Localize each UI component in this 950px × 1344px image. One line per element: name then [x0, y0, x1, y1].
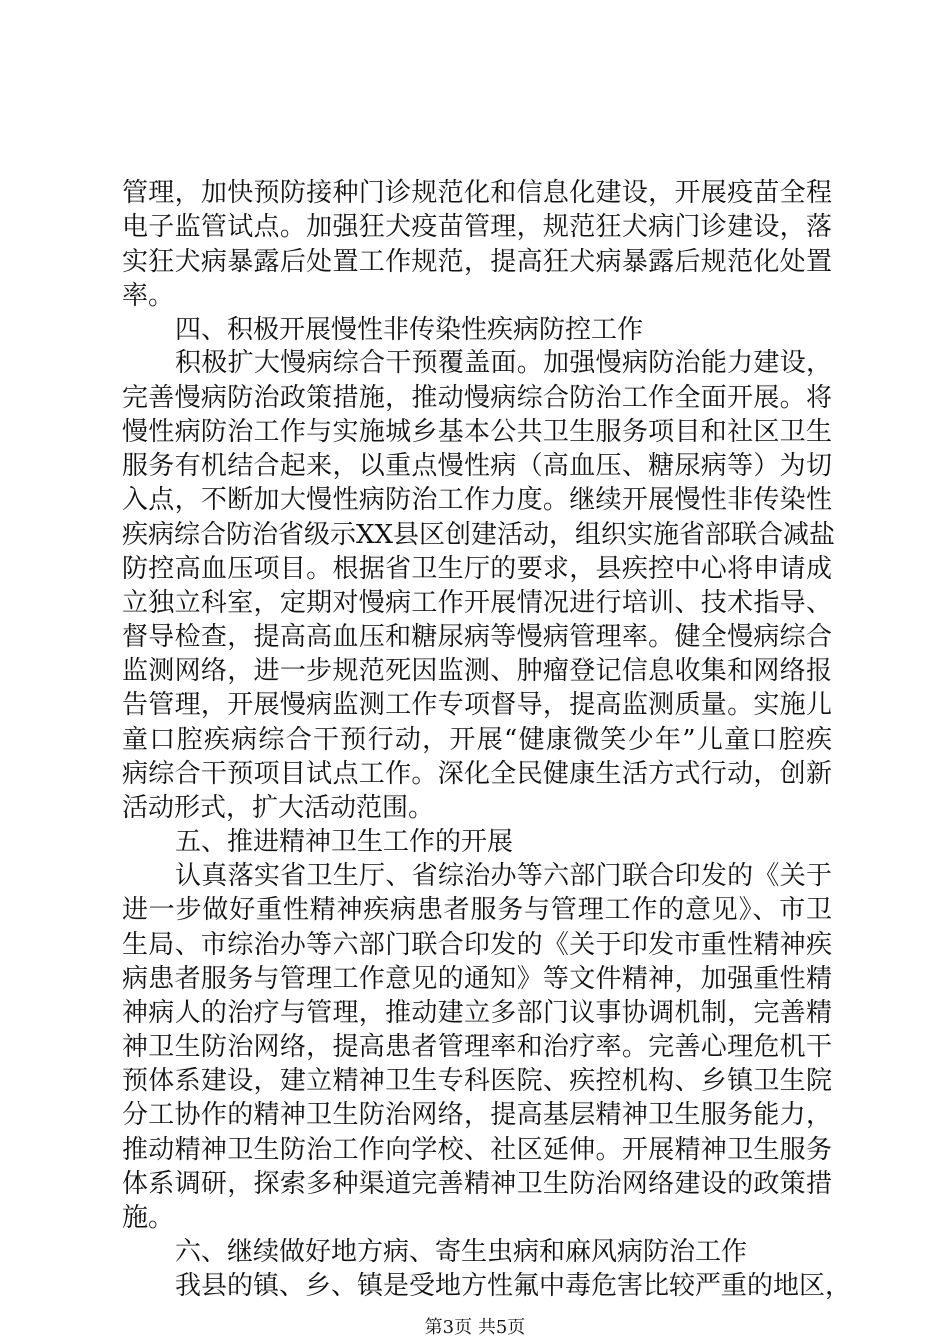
text-line: 入点，不断加大慢性病防治工作力度。继续开展慢性非传染性	[122, 485, 832, 515]
text-line: 慢性病防治工作与实施城乡基本公共卫生服务项目和社区卫生	[122, 417, 832, 447]
text-line: 进一步做好重性精神疾病患者服务与管理工作的意见》、市卫	[122, 895, 832, 925]
text-line: 认真落实省卫生厅、省综治办等六部门联合印发的《关于	[175, 861, 832, 891]
text-line: 立独立科室，定期对慢病工作开展情况进行培训、技术指导、	[122, 588, 832, 618]
text-line: 病患者服务与管理工作意见的通知》等文件精神，加强重性精	[122, 964, 832, 994]
text-line: 病综合干预项目试点工作。深化全民健康生活方式行动，创新	[122, 759, 832, 789]
text-line: 我县的镇、乡、镇是受地方性氟中毒危害比较严重的地区，	[175, 1271, 852, 1301]
text-line: 完善慢病防治政策措施，推动慢病综合防治工作全面开展。将	[122, 383, 832, 413]
text-line: 神病人的治疗与管理，推动建立多部门议事协调机制，完善精	[122, 998, 832, 1028]
text-line: 预体系建设，建立精神卫生专科医院、疾控机构、乡镇卫生院	[122, 1066, 832, 1096]
text-line: 实狂犬病暴露后处置工作规范，提高狂犬病暴露后规范化处置	[122, 247, 832, 277]
text-line: 率。	[122, 281, 175, 311]
text-line: 活动形式，扩大活动范围。	[122, 793, 435, 823]
text-line: 神卫生防治网络，提高患者管理率和治疗率。完善心理危机干	[122, 1032, 832, 1062]
text-line: 生局、市综治办等六部门联合印发的《关于印发市重性精神疾	[122, 930, 832, 960]
page-footer: 第3页 共5页	[424, 1317, 526, 1338]
text-line: 监测网络，进一步规范死因监测、肿瘤登记信息收集和网络报	[122, 656, 832, 686]
text-line: 体系调研，探索多种渠道完善精神卫生防治网络建设的政策措	[122, 1169, 832, 1199]
text-line: 电子监管试点。加强狂犬疫苗管理，规范狂犬病门诊建设，落	[122, 212, 832, 242]
section-heading: 六、继续做好地方病、寄生虫病和麻风病防治工作	[175, 1237, 748, 1267]
section-heading: 四、积极开展慢性非传染性疾病防控工作	[175, 315, 644, 345]
text-line: 服务有机结合起来，以重点慢性病（高血压、糖尿病等）为切	[122, 451, 832, 481]
section-heading: 五、推进精神卫生工作的开展	[175, 827, 514, 857]
text-line: 童口腔疾病综合干预行动，开展“健康微笑少年”儿童口腔疾	[122, 725, 832, 755]
text-line: 管理，加快预防接种门诊规范化和信息化建设，开展疫苗全程	[122, 178, 832, 208]
text-line: 分工协作的精神卫生防治网络，提高基层精神卫生服务能力，	[122, 1100, 832, 1130]
text-line: 告管理，开展慢病监测工作专项督导，提高监测质量。实施儿	[122, 690, 832, 720]
text-line: 疾病综合防治省级示XX县区创建活动，组织实施省部联合减盐	[122, 520, 836, 550]
text-line: 施。	[122, 1203, 175, 1233]
text-line: 督导检查，提高高血压和糖尿病等慢病管理率。健全慢病综合	[122, 622, 832, 652]
text-line: 推动精神卫生防治工作向学校、社区延伸。开展精神卫生服务	[122, 1135, 832, 1165]
text-line: 积极扩大慢病综合干预覆盖面。加强慢病防治能力建设，	[175, 348, 832, 378]
text-line: 防控高血压项目。根据省卫生厅的要求，县疾控中心将申请成	[122, 554, 832, 584]
